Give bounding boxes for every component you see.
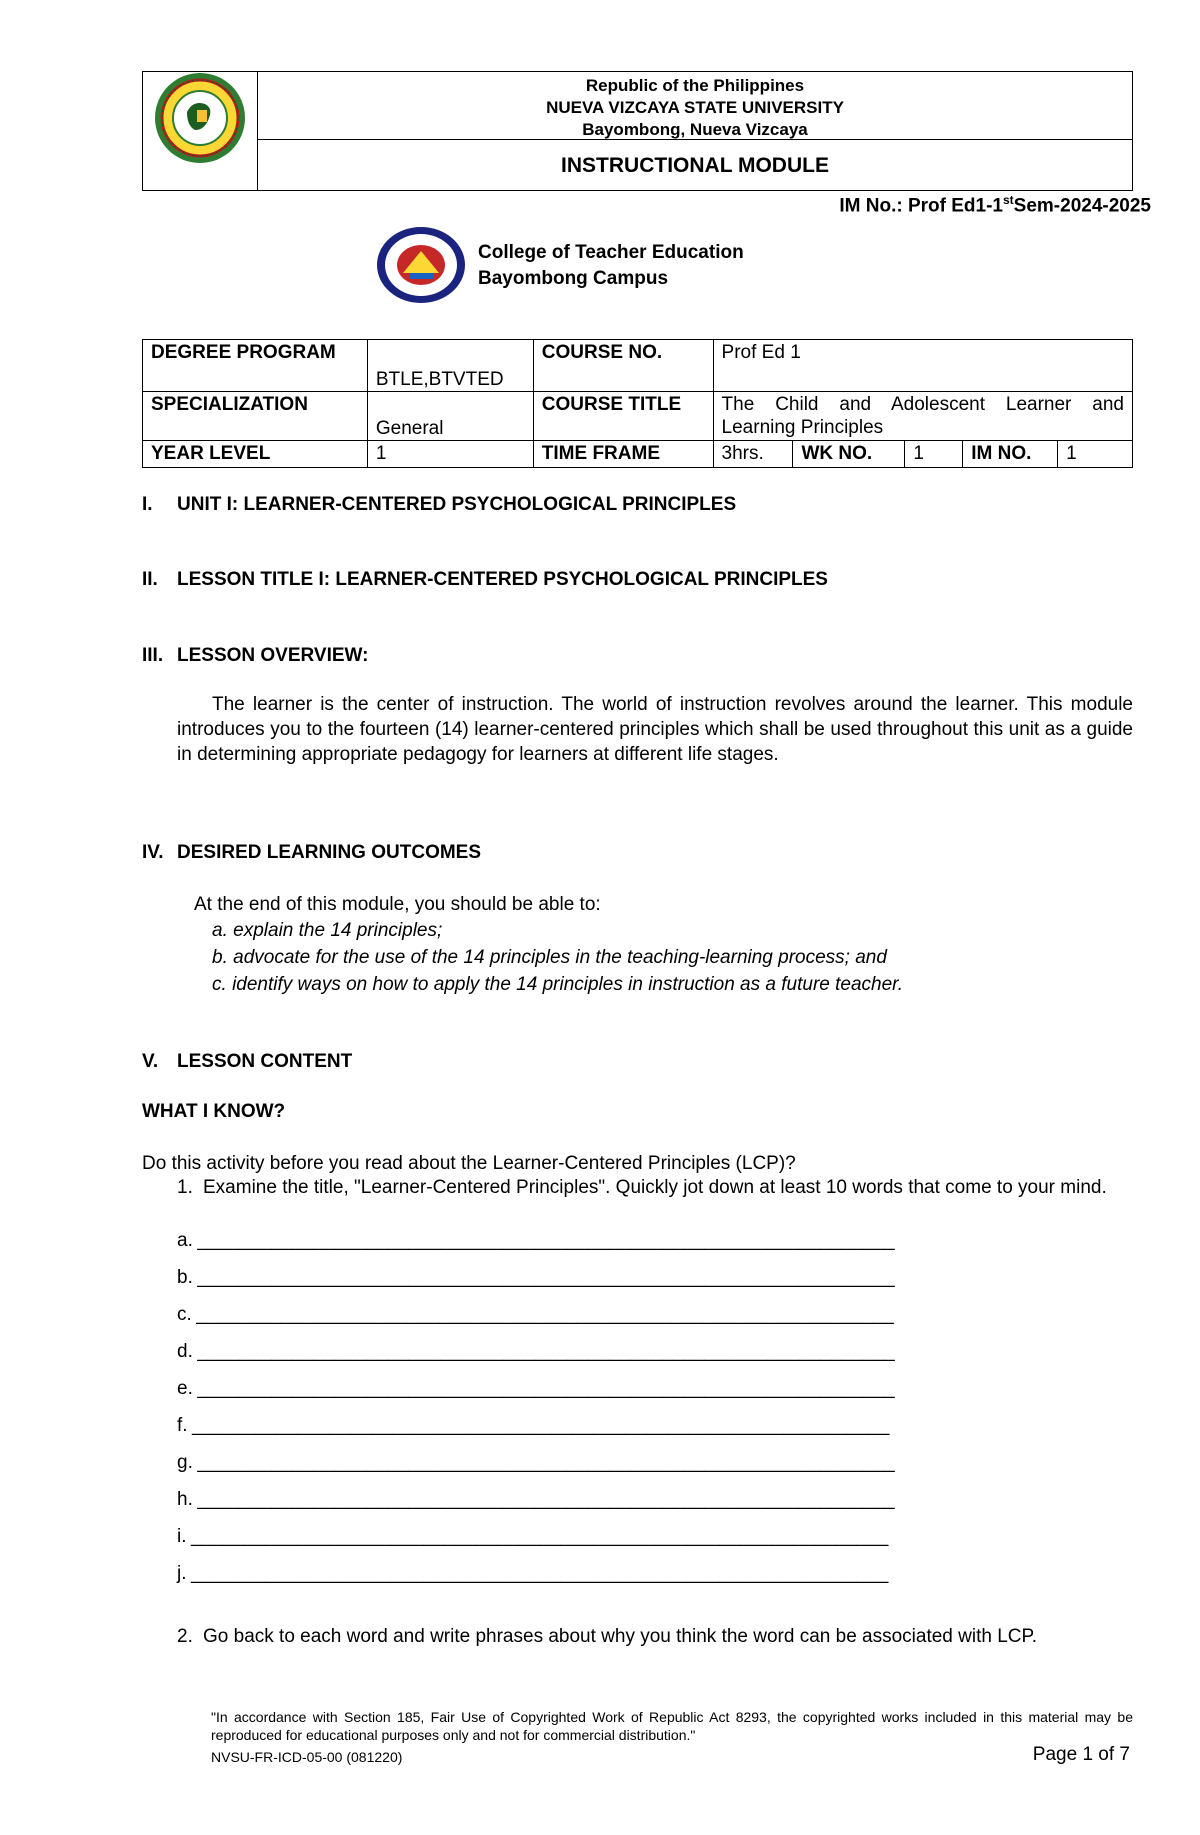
college-campus: Bayombong Campus xyxy=(478,268,669,289)
list-item: e. __________________________________________________________________ xyxy=(177,1378,895,1399)
university-address: Bayombong, Nueva Vizcaya xyxy=(582,120,808,139)
table-row xyxy=(143,392,1133,441)
week-no-label: WK NO. xyxy=(793,441,905,468)
answer-line[interactable]: __________________________________________________________________ xyxy=(196,1304,894,1325)
outcomes-intro: At the end of this module, you should be able to: xyxy=(194,894,601,915)
outcome-letter: c. xyxy=(212,974,227,995)
activity-intro: Do this activity before you read about the Learner-Centered Principles (LCP)? xyxy=(142,1153,796,1174)
outcome-text: explain the 14 principles; xyxy=(233,920,443,941)
list-item: j. __________________________________________________________________ xyxy=(177,1563,889,1584)
answer-line[interactable]: __________________________________________________________________ xyxy=(190,1526,889,1547)
document-type: INSTRUCTIONAL MODULE xyxy=(561,154,829,177)
list-item xyxy=(212,972,903,999)
course-title-label: COURSE TITLE xyxy=(533,392,713,441)
course-title-value: The Child and Adolescent Learner and Learning Principles xyxy=(713,392,1132,441)
outcome-letter: a. xyxy=(212,920,228,941)
im-no-label: IM NO. xyxy=(963,441,1058,468)
lesson-overview-text: The learner is the center of instruction. The world of instruction revolves around the learner. This module introduces you to the fourteen (14) learner-centered principles which shall be used throughout this unit as a guide in determining appropriate pedagogy for learners at different life stages. xyxy=(177,694,1133,765)
republic-line: Republic of the Philippines xyxy=(585,76,805,95)
list-item xyxy=(212,918,903,945)
time-frame-label: TIME FRAME xyxy=(533,441,713,468)
outcome-letter: b. xyxy=(212,947,228,968)
answer-line[interactable]: __________________________________________________________________ xyxy=(190,1563,889,1584)
section-2-title: LESSON TITLE I: LEARNER-CENTERED PSYCHOLOGICAL PRINCIPLES xyxy=(177,569,828,590)
answer-line[interactable]: __________________________________________________________________ xyxy=(197,1378,895,1399)
list-item: i. __________________________________________________________________ xyxy=(177,1526,889,1547)
week-no-value: 1 xyxy=(905,441,963,468)
table-row xyxy=(143,441,1133,468)
form-code: NVSU-FR-ICD-05-00 (081220) xyxy=(211,1749,403,1765)
section-5-title: LESSON CONTENT xyxy=(177,1051,353,1072)
institution-block xyxy=(258,72,1132,140)
im-number: IM No.: Prof Ed1-1stSem-2024-2025 xyxy=(839,193,1151,217)
time-frame-value: 3hrs. xyxy=(713,441,793,468)
year-level-value: 1 xyxy=(367,441,533,468)
list-item: h. __________________________________________________________________ xyxy=(177,1489,895,1510)
copyright-notice: "In accordance with Section 185, Fair Use of Copyrighted Work of Republic Act 8293, the copyrighted works included in this material may be reproduced for educational purposes only and not for commercial distribution." xyxy=(211,1709,1133,1743)
section-3-title: LESSON OVERVIEW: xyxy=(177,645,369,666)
im-no-value: 1 xyxy=(1058,441,1133,468)
table-row xyxy=(143,340,1133,392)
university-logo-cell xyxy=(143,72,258,190)
degree-program-label: DEGREE PROGRAM xyxy=(143,340,368,392)
section-1-title: UNIT I: LEARNER-CENTERED PSYCHOLOGICAL PRINCIPLES xyxy=(177,494,737,515)
answer-line[interactable]: __________________________________________________________________ xyxy=(197,1489,895,1510)
item-2-text: Go back to each word and write phrases about why you think the word can be associated with LCP. xyxy=(203,1626,1038,1647)
list-item: g. __________________________________________________________________ xyxy=(177,1452,895,1473)
answer-line[interactable]: __________________________________________________________________ xyxy=(192,1415,890,1436)
what-i-know-heading: WHAT I KNOW? xyxy=(142,1101,286,1122)
list-item xyxy=(212,945,903,972)
outcomes-list xyxy=(212,918,903,999)
list-item: c. __________________________________________________________________ xyxy=(177,1304,894,1325)
answer-line[interactable]: __________________________________________________________________ xyxy=(197,1452,895,1473)
section-4-number: IV. xyxy=(142,842,164,863)
course-no-label: COURSE NO. xyxy=(533,340,713,392)
degree-program-value: BTLE,BTVTED xyxy=(367,340,533,392)
section-4-title: DESIRED LEARNING OUTCOMES xyxy=(177,842,482,863)
page-number: Page 1 of 7 xyxy=(1032,1744,1130,1765)
item-1-text: Examine the title, "Learner-Centered Principles". Quickly jot down at least 10 words that come to your mind. xyxy=(203,1177,1107,1198)
course-no-value: Prof Ed 1 xyxy=(713,340,1132,392)
college-block xyxy=(478,240,744,292)
list-item: a. __________________________________________________________________ xyxy=(177,1230,895,1251)
college-name: College of Teacher Education xyxy=(478,242,744,263)
answer-blanks xyxy=(177,1228,895,1598)
module-header xyxy=(142,71,1133,191)
answer-line[interactable]: __________________________________________________________________ xyxy=(197,1230,895,1251)
specialization-value: General xyxy=(367,392,533,441)
answer-line[interactable]: __________________________________________________________________ xyxy=(197,1341,895,1362)
list-item: f. __________________________________________________________________ xyxy=(177,1415,890,1436)
college-seal-icon xyxy=(375,225,467,305)
section-1-number: I. xyxy=(142,494,153,515)
item-2-number: 2. xyxy=(177,1626,193,1647)
year-level-label: YEAR LEVEL xyxy=(143,441,368,468)
section-5-number: V. xyxy=(142,1051,159,1072)
specialization-label: SPECIALIZATION xyxy=(143,392,368,441)
university-name: NUEVA VIZCAYA STATE UNIVERSITY xyxy=(546,98,844,117)
outcome-text: identify ways on how to apply the 14 principles in instruction as a future teacher. xyxy=(232,974,904,995)
item-1-number: 1. xyxy=(177,1177,193,1198)
list-item: b. __________________________________________________________________ xyxy=(177,1267,895,1288)
section-2-number: II. xyxy=(142,569,158,590)
list-item: d. __________________________________________________________________ xyxy=(177,1341,895,1362)
university-seal-icon xyxy=(143,72,257,190)
answer-line[interactable]: __________________________________________________________________ xyxy=(197,1267,895,1288)
course-info-table xyxy=(142,339,1133,468)
section-3-number: III. xyxy=(142,645,164,666)
outcome-text: advocate for the use of the 14 principles in the teaching-learning process; and xyxy=(233,947,887,968)
